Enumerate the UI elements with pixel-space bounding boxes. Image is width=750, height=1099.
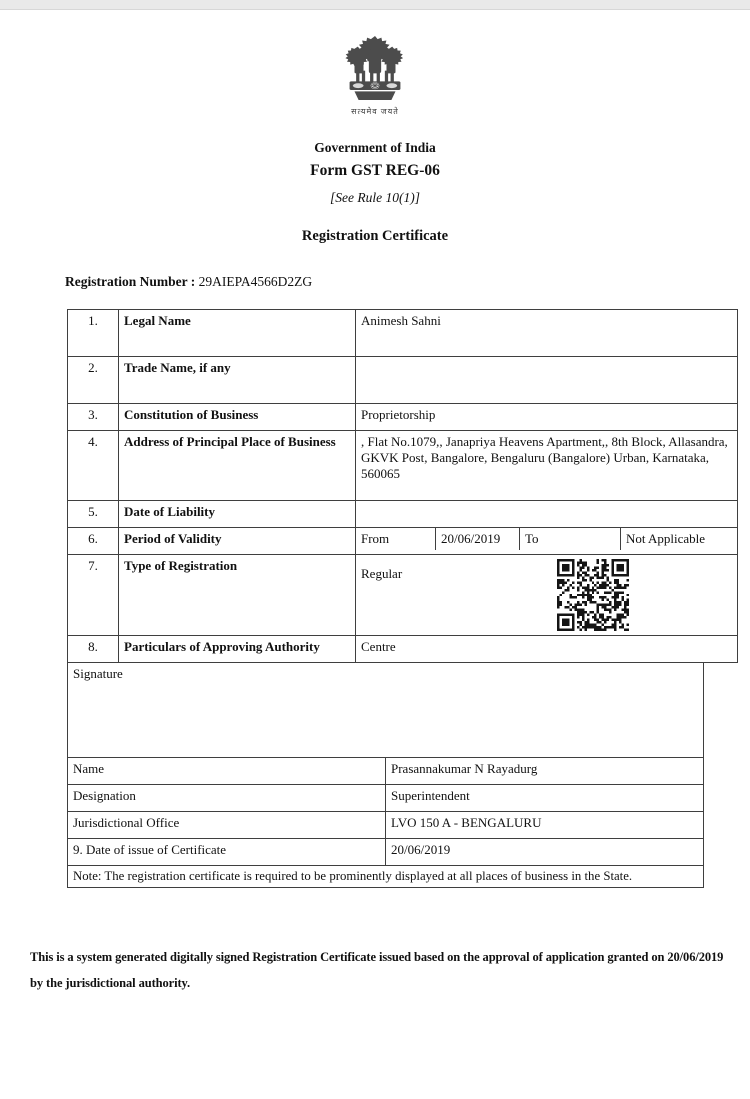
row-value [356,501,738,528]
row-label: Trade Name, if any [119,357,356,404]
row-value [356,357,738,404]
row-number: 7. [68,555,119,636]
row-label: Particulars of Approving Authority [119,636,356,663]
row-number: 4. [68,431,119,501]
type-of-registration-cell [356,555,738,636]
government-title: Government of India [314,140,436,155]
row-label: Date of Liability [119,501,356,528]
registration-number-line [65,274,312,290]
note-cell: Note: The registration certificate is required to be prominently displayed at all places of business in the State. [68,866,704,888]
signature-cell: Signature [68,663,704,758]
table-row [68,501,738,528]
row-value: Superintendent [386,785,704,812]
validity-from-label: From [356,528,436,550]
signature-row [68,663,704,758]
table-row [68,357,738,404]
rule-reference: [See Rule 10(1)] [330,190,420,205]
row-label: Jurisdictional Office [68,812,386,839]
form-title: Form GST REG-06 [310,162,440,179]
table-row [68,528,738,555]
row-number: 1. [68,310,119,357]
table-row [68,785,704,812]
row-value: 20/06/2019 [386,839,704,866]
validity-to-label: To [520,528,621,550]
row-label: Type of Registration [119,555,356,636]
certificate-title: Registration Certificate [301,228,449,244]
authority-table [67,662,704,888]
row-value: Regular [361,566,403,581]
table-row [68,758,704,785]
row-value: Proprietorship [356,404,738,431]
qr-code [557,559,629,631]
registration-number-label: Registration Number : [65,274,196,289]
row-value: Prasannakumar N Rayadurg [386,758,704,785]
row-label: 9. Date of issue of Certificate [68,839,386,866]
table-row [68,636,738,663]
row-label: Name [68,758,386,785]
row-value: , Flat No.1079,, Janapriya Heavens Apartment,, 8th Block, Allasandra, GKVK Post, Bangalore, Bengaluru (Bangalore) Urban, Karnataka, 560065 [356,431,738,501]
validity-from-value: 20/06/2019 [436,528,520,550]
emblem-block [0,36,750,117]
row-value: Centre [356,636,738,663]
row-label: Designation [68,785,386,812]
row-value: Animesh Sahni [356,310,738,357]
system-generated-note: This is a system generated digitally signed Registration Certificate issued based on the approval of application granted on 20/06/2019 by the jurisdictional authority. [30,950,724,990]
row-number: 6. [68,528,119,555]
top-gray-strip [0,0,750,10]
row-value: LVO 150 A - BENGALURU [386,812,704,839]
row-label: Legal Name [119,310,356,357]
row-number: 2. [68,357,119,404]
table-row [68,839,704,866]
row-number: 8. [68,636,119,663]
row-label: Constitution of Business [119,404,356,431]
table-row [68,310,738,357]
row-label: Period of Validity [119,528,356,555]
row-label: Address of Principal Place of Business [119,431,356,501]
row-number: 3. [68,404,119,431]
details-table [67,309,738,663]
validity-to-value: Not Applicable [626,531,706,546]
row-number: 5. [68,501,119,528]
india-national-emblem-icon [334,36,416,100]
table-row [68,431,738,501]
certificate-table-block [67,309,728,888]
table-row [68,555,738,636]
table-row [68,812,704,839]
table-row [68,404,738,431]
emblem-motto: सत्यमेव जयते [351,107,399,116]
note-row [68,866,704,888]
validity-cells [356,528,738,555]
registration-number-value: 29AIEPA4566D2ZG [198,274,313,289]
